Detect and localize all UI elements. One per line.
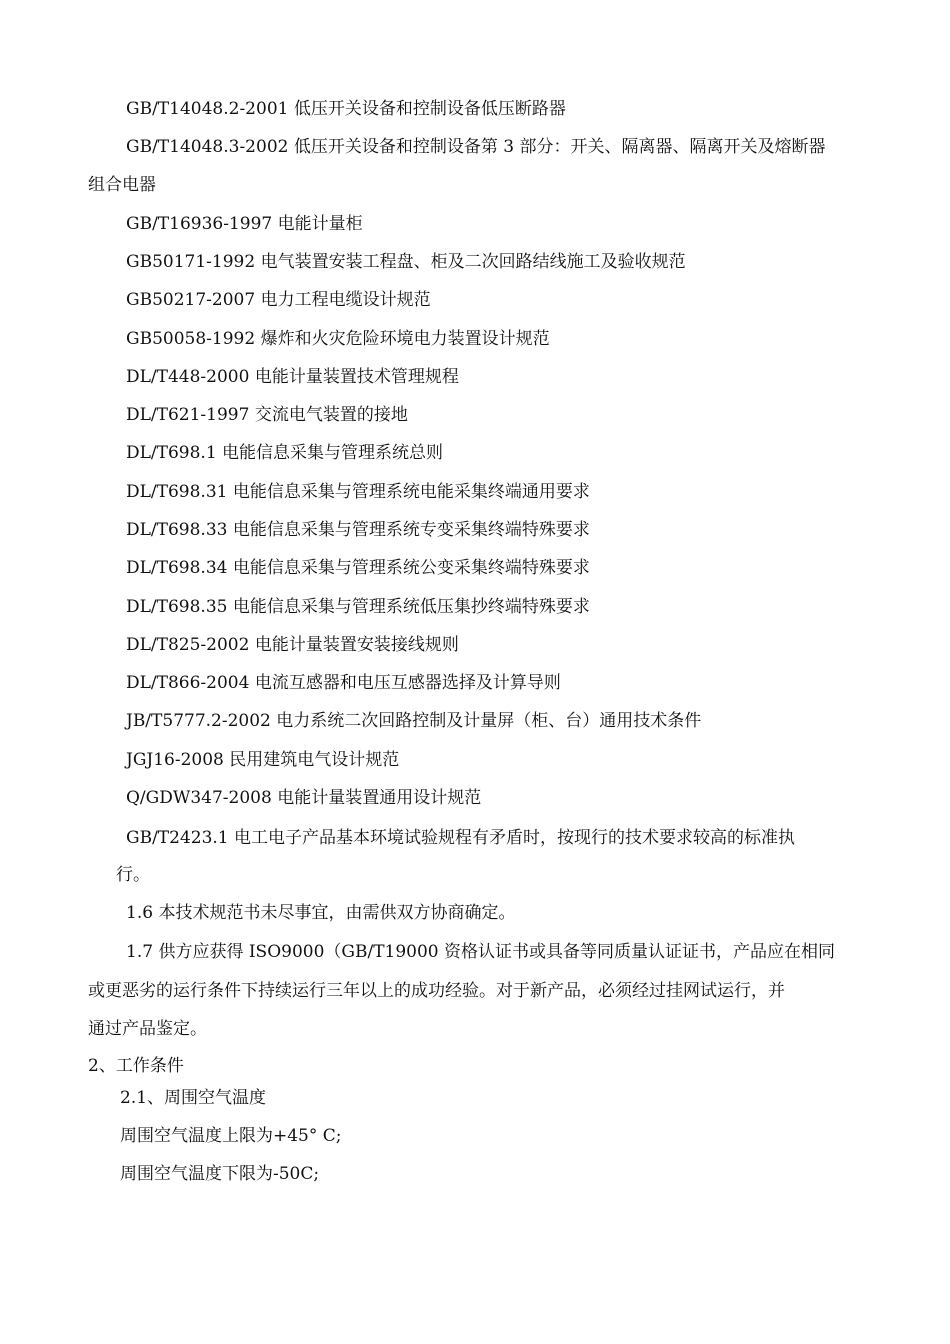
clause-1-7-line: 通过产品鉴定。 [88,1019,207,1039]
standard-line: DL/T621-1997 交流电气装置的接地 [126,405,408,425]
standard-line-continuation: 组合电器 [88,175,156,195]
standard-line: GB/T16936-1997 电能计量柜 [126,214,363,234]
temperature-lower-limit: 周围空气温度下限为-50C; [120,1164,320,1184]
standard-line: DL/T698.1 电能信息采集与管理系统总则 [126,443,444,463]
standard-line: GB50217-2007 电力工程电缆设计规范 [126,290,431,310]
standard-line: DL/T448-2000 电能计量装置技术管理规程 [126,367,459,387]
standard-line: GB/T2423.1 电工电子产品基本环境试验规程有矛盾时，按现行的技术要求较高的标准执 [126,828,796,848]
clause-1-6: 1.6 本技术规范书未尽事宜，由需供双方协商确定。 [126,903,516,923]
standard-line: DL/T698.35 电能信息采集与管理系统低压集抄终端特殊要求 [126,597,590,617]
section-2-1-heading: 2.1、周围空气温度 [120,1088,267,1108]
standard-line: DL/T866-2004 电流互感器和电压互感器选择及计算导则 [126,673,561,693]
standard-line: Q/GDW347-2008 电能计量装置通用设计规范 [126,788,482,808]
standard-line: GB/T14048.3-2002 低压开关设备和控制设备第 3 部分：开关、隔离器、隔离开关及熔断器 [126,137,826,157]
clause-1-7-line: 1.7 供方应获得 ISO9000（GB/T19000 资格认证书或具备等同质量认证证书，产品应在相同 [126,942,836,962]
standard-line: GB50058-1992 爆炸和火灾危险环境电力装置设计规范 [126,329,550,349]
standard-line: GB50171-1992 电气装置安装工程盘、柜及二次回路结线施工及验收规范 [126,252,686,272]
standard-line: DL/T825-2002 电能计量装置安装接线规则 [126,635,459,655]
standard-line: DL/T698.31 电能信息采集与管理系统电能采集终端通用要求 [126,482,590,502]
standard-line: JGJ16-2008 民用建筑电气设计规范 [126,750,400,770]
section-2-heading: 2、工作条件 [88,1056,184,1076]
standard-line-continuation: 行。 [116,865,150,885]
standard-line: JB/T5777.2-2002 电力系统二次回路控制及计量屏（柜、台）通用技术条件 [126,711,702,731]
clause-1-7-line: 或更恶劣的运行条件下持续运行三年以上的成功经验。对于新产品，必须经过挂网试运行，并 [88,981,785,1001]
standard-line: DL/T698.34 电能信息采集与管理系统公变采集终端特殊要求 [126,558,590,578]
standard-line: DL/T698.33 电能信息采集与管理系统专变采集终端特殊要求 [126,520,590,540]
standard-line: GB/T14048.2-2001 低压开关设备和控制设备低压断路器 [126,99,566,119]
temperature-upper-limit: 周围空气温度上限为+45° C; [120,1126,342,1146]
